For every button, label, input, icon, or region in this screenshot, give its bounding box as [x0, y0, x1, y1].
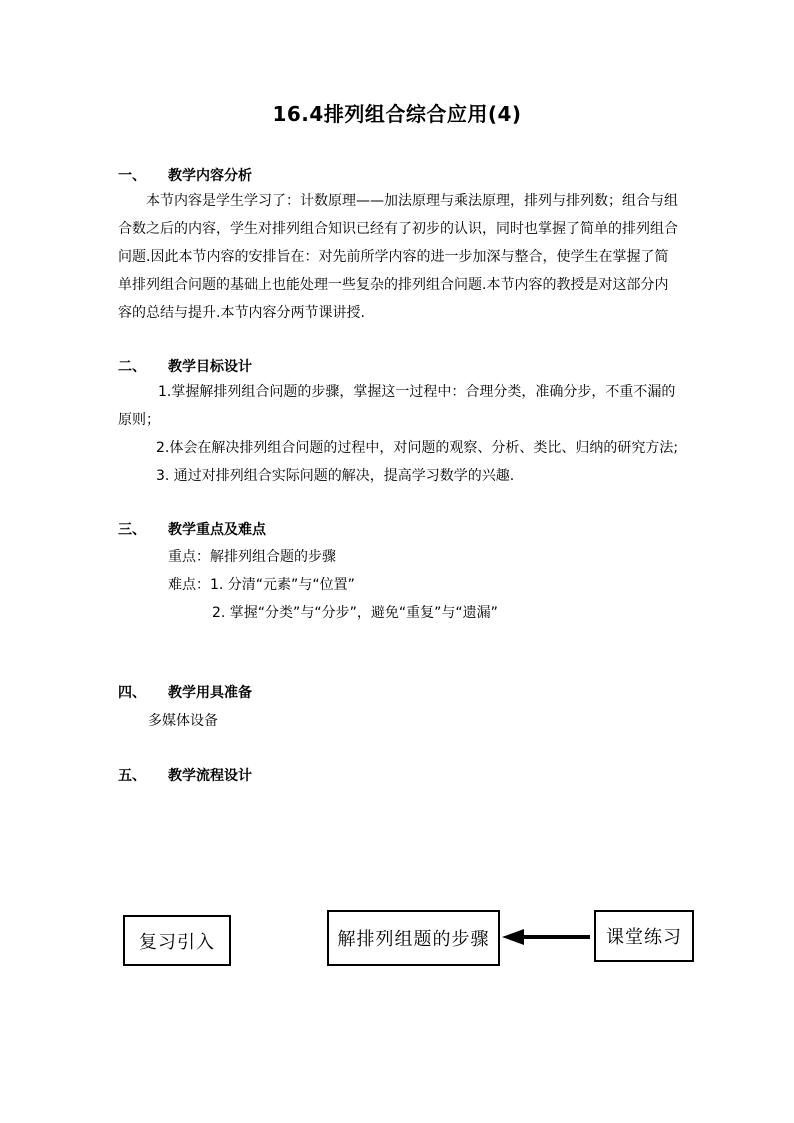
section-1-line: 本节内容是学生学习了：计数原理——加法原理与乘法原理，排列与排列数；组合与组	[146, 193, 678, 209]
section-4-heading: 教学用具准备	[168, 685, 252, 701]
flow-box-review	[123, 915, 231, 966]
section-2-body	[118, 378, 678, 490]
section-2-line: 3. 通过对排列组合实际问题的解决，提高学习数学的兴趣.	[156, 468, 515, 484]
difficulty-1: 难点：1. 分清“元素”与“位置”	[168, 577, 355, 593]
section-2-heading: 教学目标设计	[168, 359, 252, 375]
equipment-text: 多媒体设备	[148, 713, 218, 729]
flow-box-steps-label: 解排列组题的步骤	[337, 929, 490, 950]
section-5-number: 五、	[118, 768, 146, 784]
flow-arrow-left-icon	[500, 925, 594, 949]
section-5-heading: 教学流程设计	[168, 768, 252, 784]
key-point: 重点：解排列组合题的步骤	[168, 549, 336, 565]
section-4-number: 四、	[118, 685, 146, 701]
flow-box-practice-label: 课堂练习	[606, 927, 682, 948]
section-1-body	[118, 187, 678, 327]
difficulty-2: 2. 掌握“分类”与“分步”，避免“重复”与“遗漏”	[212, 605, 498, 621]
section-3-heading: 教学重点及难点	[168, 522, 266, 538]
section-1-heading: 教学内容分析	[168, 168, 252, 184]
section-3-number: 三、	[118, 522, 146, 538]
flow-box-steps	[327, 910, 500, 966]
section-1-number: 一、	[118, 168, 146, 184]
section-2-line: 原则；	[118, 412, 160, 428]
section-1-line: 合数之后的内容，学生对排列组合知识已经有了初步的认识，同时也掌握了简单的排列组合	[118, 221, 678, 237]
document-title: 16.4排列组合综合应用(4)	[272, 102, 522, 126]
section-1-line: 单排列组合问题的基础上也能处理一些复杂的排列组合问题.本节内容的教授是对这部分内	[118, 277, 669, 293]
section-1-line: 容的总结与提升.本节内容分两节课讲授.	[118, 305, 365, 321]
section-1-line: 问题.因此本节内容的安排旨在：对先前所学内容的进一步加深与整合，使学生在掌握了简	[118, 249, 669, 265]
section-2-line: 2.体会在解决排列组合问题的过程中，对问题的观察、分析、类比、归纳的研究方法;	[156, 440, 679, 456]
section-2-number: 二、	[118, 359, 146, 375]
section-2-line: 1.掌握解排列组合问题的步骤，掌握这一过程中：合理分类，准确分步，不重不漏的	[158, 384, 676, 400]
flow-box-review-label: 复习引入	[139, 931, 215, 953]
flow-box-practice	[594, 910, 694, 962]
